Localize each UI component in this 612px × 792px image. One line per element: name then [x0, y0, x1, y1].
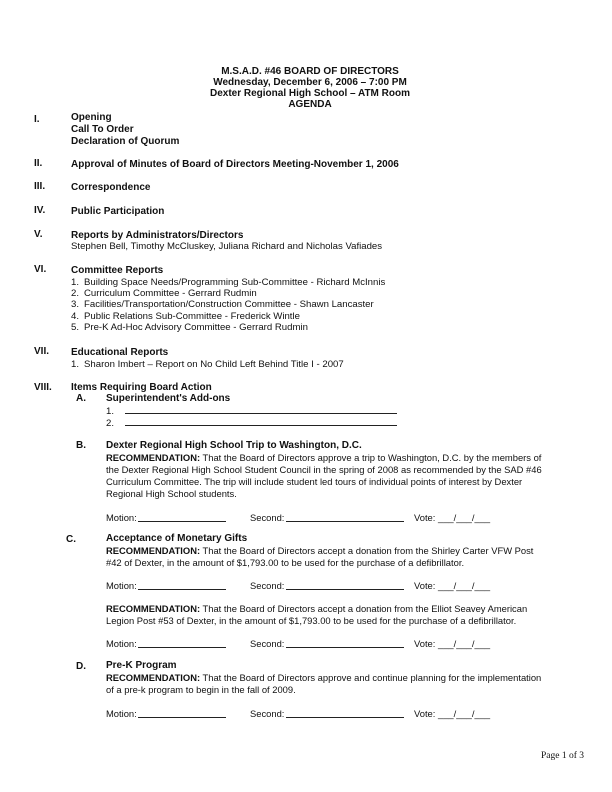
list-item-text: Public Relations Sub-Committee - Frederick Wintle: [84, 310, 300, 322]
section-7-number: VII.: [34, 346, 50, 357]
section-4-title: Public Participation: [71, 206, 165, 217]
section-1-number: I.: [34, 114, 40, 125]
recommendation-text: That the Board of Directors accept a donation from the Shirley Carter VFW Post #42 of Dexter, in the amount of $1,793.00 to be used for the purchase of a defibrillator.: [106, 545, 534, 568]
vote-label: Vote:: [414, 638, 436, 649]
subsection-b-letter: B.: [76, 440, 86, 451]
motion-label: Motion:: [106, 580, 137, 591]
vote-label: Vote:: [414, 580, 436, 591]
vote-blank[interactable]: ___/___/___: [438, 512, 491, 523]
section-8-title: Items Requiring Board Action: [71, 382, 212, 393]
add-on-2: [106, 417, 397, 429]
section-6-title: Committee Reports: [71, 265, 164, 276]
section-3-title: Correspondence: [71, 182, 151, 193]
recommendation-text: That the Board of Directors approve and continue planning for the implementation of a pre-k program to begin in the fall of 2009.: [106, 672, 542, 695]
add-on-1-number: 1.: [106, 406, 115, 417]
subsection-c-recommendation-1: [106, 545, 546, 569]
subsection-c-letter: C.: [66, 534, 76, 545]
recommendation-label: RECOMMENDATION:: [106, 672, 201, 683]
subsection-c-title: Acceptance of Monetary Gifts: [106, 533, 248, 544]
section-8-number: VIII.: [34, 382, 52, 393]
vote-label: Vote:: [414, 512, 436, 523]
header-location: Dexter Regional High School – ATM Room: [209, 88, 410, 99]
recommendation-label: RECOMMENDATION:: [106, 545, 201, 556]
vote-blank[interactable]: ___/___/___: [438, 708, 491, 719]
list-item-number: 3.: [71, 299, 80, 311]
list-item: [71, 299, 385, 310]
list-item-text: Pre-K Ad-Hoc Advisory Committee - Gerrard Rudmin: [84, 321, 308, 333]
committee-reports-list: [71, 277, 385, 333]
motion-blank[interactable]: [138, 639, 226, 648]
subsection-d-letter: D.: [76, 661, 86, 672]
header-date: Wednesday, December 6, 2006 – 7:00 PM: [213, 77, 407, 88]
vote-label: Vote:: [414, 708, 436, 719]
recommendation-text: That the Board of Directors approve a trip to Washington, D.C. by the members of the Dexter Regional High School Student Council in the spring of 2008 as recommended by the SAD #46 Curriculum Committee. The trip will include student led tours of individual points of interest by Dexter Regional High School students.: [106, 452, 542, 499]
motion-blank[interactable]: [138, 709, 226, 718]
second-label: Second:: [250, 708, 285, 719]
second-label: Second:: [250, 512, 285, 523]
subsection-b-recommendation: [106, 452, 546, 500]
section-5-title: Reports by Administrators/Directors: [71, 230, 244, 241]
list-item: [71, 277, 385, 288]
recommendation-text: That the Board of Directors accept a donation from the Elliot Seavey American Legion Post #53 of Dexter, in the amount of $1,793.00 to be used for the purchase of a defibrillator.: [106, 603, 528, 626]
motion-label: Motion:: [106, 638, 137, 649]
motion-label: Motion:: [106, 708, 137, 719]
second-label: Second:: [250, 638, 285, 649]
section-4-number: IV.: [34, 205, 46, 216]
section-6-number: VI.: [34, 264, 47, 275]
recommendation-label: RECOMMENDATION:: [106, 603, 201, 614]
second-label: Second:: [250, 580, 285, 591]
list-item-text: Building Space Needs/Programming Sub-Committee - Richard McInnis: [84, 277, 386, 288]
page-number: Page 1 of 3: [540, 751, 584, 761]
header-title: M.S.A.D. #46 BOARD OF DIRECTORS: [221, 66, 399, 77]
second-blank[interactable]: [286, 581, 404, 590]
list-item-number: 1.: [71, 277, 80, 288]
subsection-c-recommendation-2: [106, 603, 546, 627]
second-blank[interactable]: [286, 513, 404, 522]
subsection-b-title: Dexter Regional High School Trip to Washington, D.C.: [106, 440, 362, 451]
list-item-number: 4.: [71, 310, 80, 322]
section-1-line-1: Opening: [71, 112, 112, 123]
second-blank[interactable]: [286, 709, 404, 718]
section-5-detail: Stephen Bell, Timothy McCluskey, Juliana Richard and Nicholas Vafiades: [71, 241, 383, 252]
motion-label: Motion:: [106, 512, 137, 523]
agenda-header: [160, 66, 460, 110]
list-item-number: 2.: [71, 288, 80, 300]
list-item: [71, 322, 385, 333]
list-item-text: Sharon Imbert – Report on No Child Left Behind Title I - 2007: [84, 359, 344, 370]
motion-blank[interactable]: [138, 581, 226, 590]
section-2-title: Approval of Minutes of Board of Directors Meeting-November 1, 2006: [71, 159, 399, 170]
motion-blank[interactable]: [138, 513, 226, 522]
section-1-line-2: Call To Order: [71, 124, 134, 135]
list-item-number: 5.: [71, 321, 80, 333]
add-on-2-number: 2.: [106, 418, 115, 429]
second-blank[interactable]: [286, 639, 404, 648]
subsection-d-title: Pre-K Program: [106, 660, 177, 671]
section-1-opening: [71, 112, 179, 148]
vote-blank[interactable]: ___/___/___: [438, 638, 491, 649]
section-7-title: Educational Reports: [71, 347, 169, 358]
header-agenda: AGENDA: [288, 99, 332, 110]
section-2-number: II.: [34, 158, 43, 169]
add-on-1: [106, 405, 397, 417]
list-item: [71, 311, 385, 322]
subsection-d-recommendation: [106, 672, 546, 696]
educational-reports-item: [71, 359, 344, 370]
section-3-number: III.: [34, 181, 46, 192]
section-1-line-3: Declaration of Quorum: [71, 136, 180, 147]
section-5-number: V.: [34, 229, 43, 240]
subsection-a-letter: A.: [76, 393, 86, 404]
list-item-number: 1.: [71, 359, 80, 370]
subsection-a-title: Superintendent's Add-ons: [106, 393, 231, 404]
vote-blank[interactable]: ___/___/___: [438, 580, 491, 591]
add-on-2-blank: [125, 417, 397, 426]
add-on-1-blank: [125, 405, 397, 414]
list-item-text: Curriculum Committee - Gerrard Rudmin: [84, 288, 257, 300]
recommendation-label: RECOMMENDATION:: [106, 452, 201, 463]
list-item-text: Facilities/Transportation/Construction Committee - Shawn Lancaster: [84, 299, 374, 311]
list-item: [71, 288, 385, 299]
